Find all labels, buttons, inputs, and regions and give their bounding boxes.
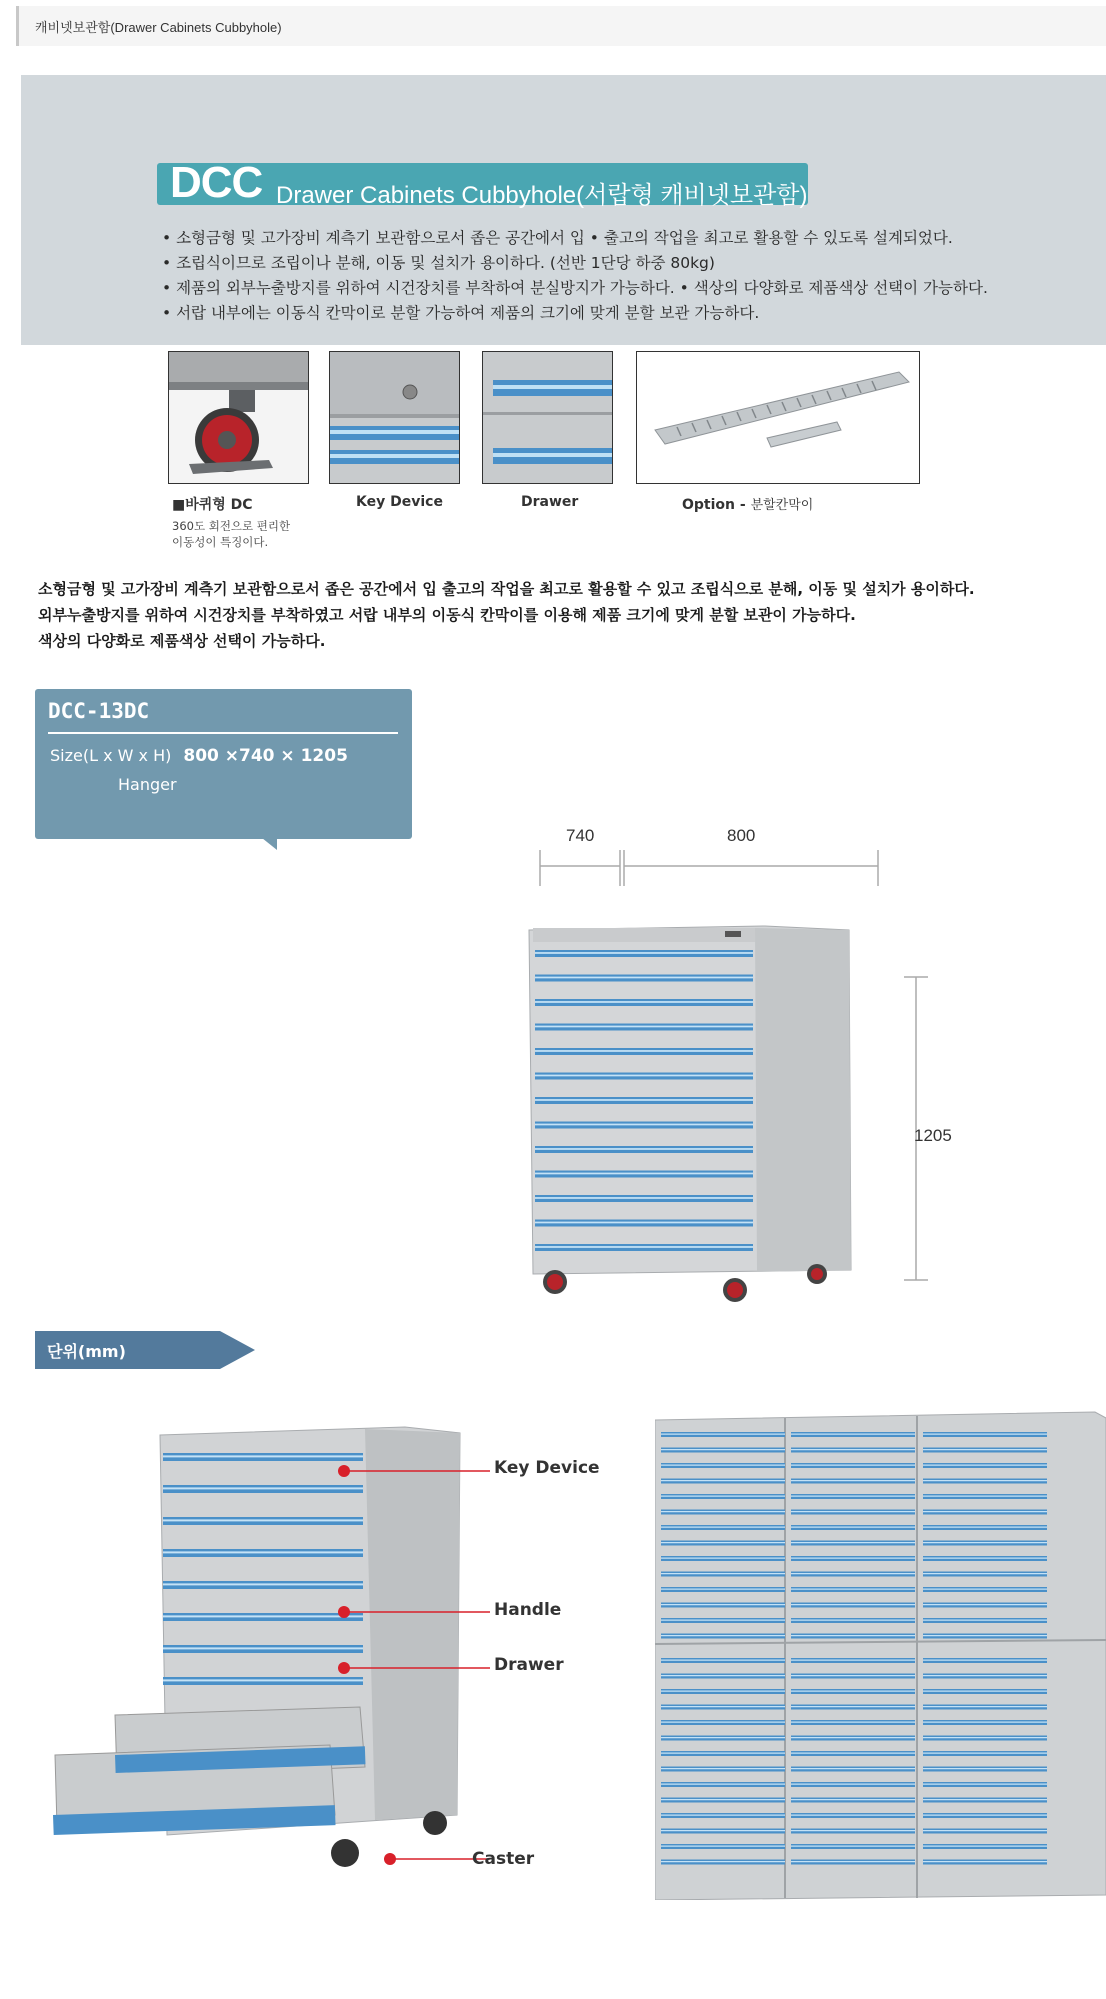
drawer-front-highlight [791, 1635, 915, 1636]
drawer-front-highlight [923, 1722, 1047, 1723]
drawer-front-highlight [923, 1573, 1047, 1574]
drawer-front-highlight [661, 1815, 785, 1816]
drawer-front-highlight [923, 1496, 1047, 1497]
drawer-front-highlight [923, 1784, 1047, 1785]
title-text: Drawer Cabinets Cubbyhole(서랍형 캐비넷보관함) [276, 182, 808, 209]
drawer-front-highlight [661, 1753, 785, 1754]
spec-box-tail [262, 838, 277, 850]
feature-bullets [162, 226, 988, 326]
size-value: 800 ×740 × 1205 [183, 746, 348, 766]
model-number: DCC-13DC [48, 699, 150, 723]
drawer-front-highlight [791, 1449, 915, 1450]
drawer-front-highlight [791, 1753, 915, 1754]
drawer-front-highlight [923, 1480, 1047, 1481]
drawer-front-highlight [791, 1784, 915, 1785]
stacked-cabinets [655, 1410, 1106, 1900]
drawer-front-highlight [661, 1434, 785, 1435]
width-dimension: 800 [727, 826, 756, 845]
drawer-front-highlight [661, 1573, 785, 1574]
drawer-front-highlight [923, 1768, 1047, 1769]
option-caption-label: Option - [682, 497, 751, 513]
drawer-front-highlight [923, 1737, 1047, 1738]
caster-subcaption-line: 360도 회전으로 편리한 [172, 519, 291, 533]
description-line: 소형금형 및 고가장비 계측기 보관함으로서 좁은 공간에서 입 출고의 작업을 최고로 활용할 수 있고 조립식으로 분해, 이동 및 설치가 용이하다. [38, 580, 975, 598]
drawer-front-highlight [661, 1799, 785, 1800]
drawer-front-highlight [923, 1846, 1047, 1847]
drawer-front-highlight [791, 1768, 915, 1769]
drawer-front-highlight [535, 952, 753, 954]
drawer-front-highlight [535, 1197, 753, 1199]
drawer-front-highlight [923, 1511, 1047, 1512]
drawer-front-highlight [535, 1246, 753, 1248]
description-line: 외부누출방지를 위하여 시건장치를 부착하였고 서랍 내부의 이동식 칸막이를 이용해 제품 크기에 맞게 분할 보관이 가능하다. [38, 606, 856, 624]
caster-photo [168, 351, 309, 484]
product-description [38, 576, 975, 654]
drawer-front-highlight [661, 1527, 785, 1528]
drawer-front-highlight [791, 1527, 915, 1528]
drawer-front-highlight [791, 1511, 915, 1512]
drawer-front-highlight [791, 1573, 915, 1574]
drawer-front-highlight [535, 977, 753, 979]
drawer-front-highlight [661, 1691, 785, 1692]
drawer-front-highlight [923, 1635, 1047, 1636]
drawer-front-highlight [661, 1465, 785, 1466]
key-device-photo [329, 351, 460, 484]
drawer-front-highlight [791, 1434, 915, 1435]
drawer-front-highlight [661, 1846, 785, 1847]
drawer-front-highlight [923, 1706, 1047, 1707]
drawer-front-highlight [791, 1480, 915, 1481]
option-photo [636, 351, 920, 484]
drawer-front-highlight [791, 1558, 915, 1559]
drawer-front-highlight [791, 1465, 915, 1466]
drawer-front-highlight [791, 1706, 915, 1707]
drawer-front-highlight [791, 1496, 915, 1497]
drawer-front-highlight [923, 1830, 1047, 1831]
size-label: Size(L x W x H) [50, 746, 172, 765]
drawer-front-highlight [923, 1620, 1047, 1621]
drawer-front-highlight [791, 1737, 915, 1738]
callout-key-device: Key Device [494, 1458, 600, 1478]
drawer-front-highlight [791, 1815, 915, 1816]
drawer-front-highlight [923, 1660, 1047, 1661]
drawer-front-highlight [661, 1784, 785, 1785]
drawer-front-highlight [535, 1075, 753, 1077]
drawer-front-highlight [923, 1604, 1047, 1605]
drawer-front-highlight [661, 1830, 785, 1831]
drawer-caption: Drawer [521, 494, 579, 510]
drawer-front-highlight [661, 1706, 785, 1707]
drawer-front-highlight [661, 1542, 785, 1543]
drawer-front-highlight [791, 1722, 915, 1723]
drawer-photo [482, 351, 613, 484]
drawer-front-highlight [661, 1449, 785, 1450]
drawer-front-highlight [923, 1542, 1047, 1543]
drawer-front-highlight [661, 1496, 785, 1497]
bullet-item: • 제품의 외부누출방지를 위하여 시건장치를 부착하여 분실방지가 가능하다. • 색상의 다양화로 제품색상 선택이 가능하다. [162, 279, 988, 297]
drawer-front-highlight [661, 1722, 785, 1723]
height-dimension: 1205 [914, 1126, 952, 1145]
drawer-front-highlight [923, 1861, 1047, 1862]
drawer-front-highlight [535, 1222, 753, 1224]
size-row [50, 746, 348, 766]
hanger-label: Hanger [118, 775, 177, 794]
drawer-front-highlight [791, 1799, 915, 1800]
drawer-front-highlight [661, 1861, 785, 1862]
drawer-front-highlight [661, 1768, 785, 1769]
drawer-front-highlight [535, 1124, 753, 1126]
drawer-front-highlight [791, 1861, 915, 1862]
drawer-front-highlight [535, 1001, 753, 1003]
breadcrumb-text: 캐비넷보관함(Drawer Cabinets Cubbyhole) [35, 20, 282, 35]
cabinet-front-view [525, 922, 855, 1312]
callout-caster: Caster [472, 1849, 535, 1869]
drawer-front-highlight [535, 1148, 753, 1150]
callout-handle: Handle [494, 1600, 562, 1620]
drawer-front-highlight [923, 1558, 1047, 1559]
drawer-front-highlight [923, 1815, 1047, 1816]
drawer-front-highlight [791, 1542, 915, 1543]
breadcrumb [16, 6, 1106, 46]
drawer-front-highlight [791, 1604, 915, 1605]
drawer-front-highlight [661, 1511, 785, 1512]
drawer-front-highlight [661, 1589, 785, 1590]
spec-divider [48, 732, 398, 734]
caster-subcaption-line: 이동성이 특징이다. [172, 535, 269, 549]
drawer-front-highlight [791, 1675, 915, 1676]
bullet-item: • 조립식이므로 조립이나 분해, 이동 및 설치가 용이하다. (선반 1단당 하중 80kg) [162, 254, 715, 272]
drawer-front-highlight [661, 1660, 785, 1661]
drawer-front-highlight [661, 1604, 785, 1605]
bullet-item: • 서랍 내부에는 이동식 칸막이로 분할 가능하여 제품의 크기에 맞게 분할 보관 가능하다. [162, 304, 760, 322]
drawer-front-highlight [923, 1589, 1047, 1590]
drawer-front-highlight [661, 1558, 785, 1559]
drawer-front-highlight [923, 1434, 1047, 1435]
drawer-front-highlight [923, 1753, 1047, 1754]
drawer-front-highlight [791, 1691, 915, 1692]
callout-drawer: Drawer [494, 1655, 564, 1675]
drawer-front-highlight [923, 1449, 1047, 1450]
drawer-front-highlight [535, 1099, 753, 1101]
drawer-front-highlight [791, 1660, 915, 1661]
option-caption [682, 494, 813, 513]
drawer-front-highlight [661, 1480, 785, 1481]
drawer-front-highlight [661, 1737, 785, 1738]
caster-caption: ■바퀴형 DC [172, 497, 253, 513]
drawer-front-highlight [791, 1830, 915, 1831]
depth-dimension: 740 [566, 826, 595, 845]
caster-subcaption [172, 518, 290, 550]
drawer-front-highlight [923, 1465, 1047, 1466]
drawer-front-highlight [923, 1527, 1047, 1528]
drawer-front-highlight [661, 1675, 785, 1676]
title-code: DCC [170, 158, 263, 207]
callout-lines [330, 1455, 500, 1875]
drawer-front-highlight [923, 1799, 1047, 1800]
drawer-front-highlight [661, 1635, 785, 1636]
drawer-front-highlight [791, 1620, 915, 1621]
description-line: 색상의 다양화로 제품색상 선택이 가능하다. [38, 632, 326, 650]
drawer-front-highlight [923, 1675, 1047, 1676]
drawer-front-highlight [923, 1691, 1047, 1692]
bullet-item: • 소형금형 및 고가장비 계측기 보관함으로서 좁은 공간에서 입 • 출고의 작업을 최고로 활용할 수 있도록 설계되었다. [162, 229, 953, 247]
key-device-caption: Key Device [356, 494, 443, 510]
unit-tag [35, 1331, 255, 1369]
drawer-front-highlight [791, 1589, 915, 1590]
drawer-front-highlight [791, 1846, 915, 1847]
option-caption-sub: 분할칸막이 [750, 498, 814, 513]
drawer-front-highlight [535, 1173, 753, 1175]
drawer-front-highlight [535, 1050, 753, 1052]
drawer-front-highlight [661, 1620, 785, 1621]
drawer-front-highlight [535, 1026, 753, 1028]
unit-label: 단위(mm) [47, 1342, 126, 1361]
